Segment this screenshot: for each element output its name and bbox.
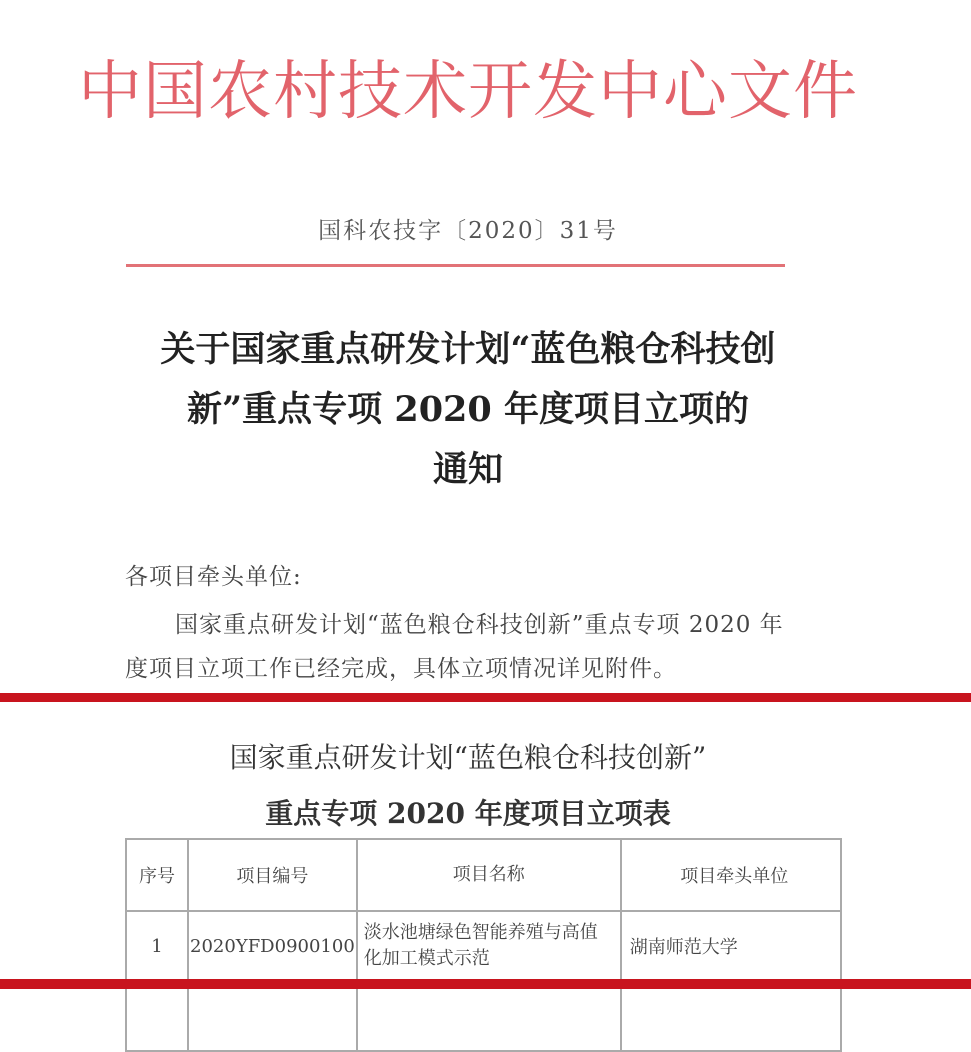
notice-heading-line-2: 新”重点专项 2020 年度项目立项的 — [187, 389, 749, 430]
bottom-divider — [0, 979, 971, 989]
header-project-number: 项目编号 — [188, 839, 357, 911]
header-lead-unit: 项目牵头单位 — [621, 839, 841, 911]
cell-index: 1 — [126, 911, 188, 981]
org-title: 中国农村技术开发中心文件 — [78, 55, 858, 129]
table-header-row — [126, 839, 841, 911]
header-index: 序号 — [126, 839, 188, 911]
cell-project-number: 2020YFD0900100 — [188, 911, 357, 981]
header-project-name: 项目名称 — [357, 839, 621, 911]
cell-lead-unit: 湖南师范大学 — [621, 911, 841, 981]
table-row-partial — [126, 981, 841, 1051]
notice-heading-line-3: 通知 — [432, 449, 503, 490]
cell-project-name: 淡水池塘绿色智能养殖与高值化加工模式示范 — [357, 911, 621, 981]
table-row — [126, 911, 841, 981]
section-divider — [0, 693, 971, 702]
notice-heading-line-1: 关于国家重点研发计划“蓝色粮仓科技创 — [160, 329, 776, 370]
header-red-rule — [126, 264, 785, 267]
paragraph-line-1: 国家重点研发计划“蓝色粮仓科技创新”重点专项 2020 年 — [175, 612, 784, 638]
attachment-title-line-1: 国家重点研发计划“蓝色粮仓科技创新” — [229, 741, 707, 774]
salutation: 各项目牵头单位: — [125, 564, 302, 590]
document-number: 国科农技字〔2020〕31号 — [318, 218, 618, 244]
attachment-title-line-2: 重点专项 2020 年度项目立项表 — [265, 797, 671, 830]
project-table — [125, 838, 842, 1052]
paragraph-line-2: 度项目立项工作已经完成，具体立项情况详见附件。 — [125, 656, 677, 682]
